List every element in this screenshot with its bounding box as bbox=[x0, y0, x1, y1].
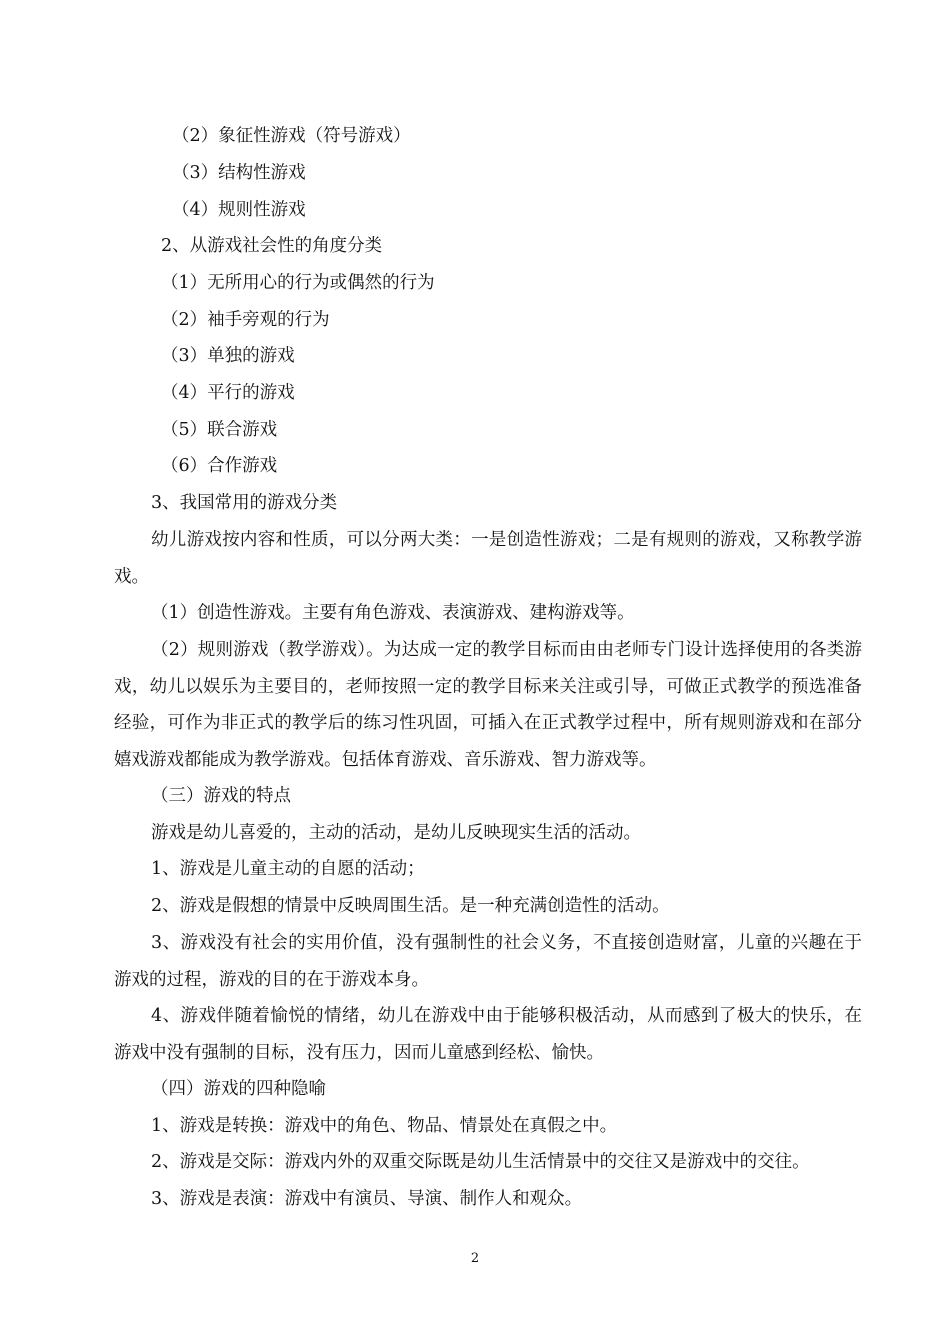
list-item: 2、游戏是交际：游戏内外的双重交际既是幼儿生活情景中的交往又是游戏中的交往。 bbox=[151, 1152, 810, 1172]
list-item: （6）合作游戏 bbox=[161, 456, 278, 476]
list-item: 1、游戏是儿童主动的自愿的活动； bbox=[151, 859, 425, 879]
paragraph: 幼儿游戏按内容和性质，可以分两大类：一是创造性游戏；二是有规则的游戏，又称教学游戏。 bbox=[114, 530, 862, 587]
list-item: （2）袖手旁观的行为 bbox=[161, 310, 330, 330]
list-item: （3）结构性游戏 bbox=[172, 163, 306, 183]
list-item: 1、游戏是转换：游戏中的角色、物品、情景处在真假之中。 bbox=[151, 1116, 618, 1136]
list-item: （5）联合游戏 bbox=[161, 420, 278, 440]
list-item: （2）象征性游戏（符号游戏） bbox=[172, 126, 411, 146]
paragraph: 3、游戏没有社会的实用价值，没有强制性的社会义务，不直接创造财富，儿童的兴趣在于游戏的过程，游戏的目的在于游戏本身。 bbox=[114, 933, 862, 990]
list-item: （4）规则性游戏 bbox=[172, 200, 306, 220]
section-heading: （三）游戏的特点 bbox=[151, 786, 291, 806]
list-item: （1）创造性游戏。主要有角色游戏、表演游戏、建构游戏等。 bbox=[151, 603, 635, 623]
paragraph: 4、游戏伴随着愉悦的情绪，幼儿在游戏中由于能够积极活动，从而感到了极大的快乐，在游戏中没有强制的目标，没有压力，因而儿童感到经松、愉快。 bbox=[114, 1006, 862, 1063]
paragraph: 游戏是幼儿喜爱的，主动的活动，是幼儿反映现实生活的活动。 bbox=[151, 823, 641, 843]
list-item: （4）平行的游戏 bbox=[161, 383, 295, 403]
list-item: 3、游戏是表演：游戏中有演员、导演、制作人和观众。 bbox=[151, 1189, 583, 1209]
list-item: 2、游戏是假想的情景中反映周围生活。是一种充满创造性的活动。 bbox=[151, 896, 670, 916]
paragraph: （2）规则游戏（教学游戏）。为达成一定的教学目标而由由老师专门设计选择使用的各类游戏，幼儿以娱乐为主要目的，老师按照一定的教学目标来关注或引导，可做正式教学的预选准备经验，可作为非正式的教学后的练习性巩固，可插入在正式教学过程中，所有规则游戏和在部分嬉戏游戏都能成为教学游戏。包括体育游戏、音乐游戏、智力游戏等。 bbox=[114, 640, 862, 770]
list-item: （3）单独的游戏 bbox=[161, 346, 295, 366]
page-number: 2 bbox=[470, 1251, 480, 1266]
section-heading: 2、从游戏社会性的角度分类 bbox=[161, 236, 383, 256]
section-heading: （四）游戏的四种隐喻 bbox=[151, 1079, 326, 1099]
section-heading: 3、我国常用的游戏分类 bbox=[151, 493, 338, 513]
list-item: （1）无所用心的行为或偶然的行为 bbox=[161, 273, 435, 293]
